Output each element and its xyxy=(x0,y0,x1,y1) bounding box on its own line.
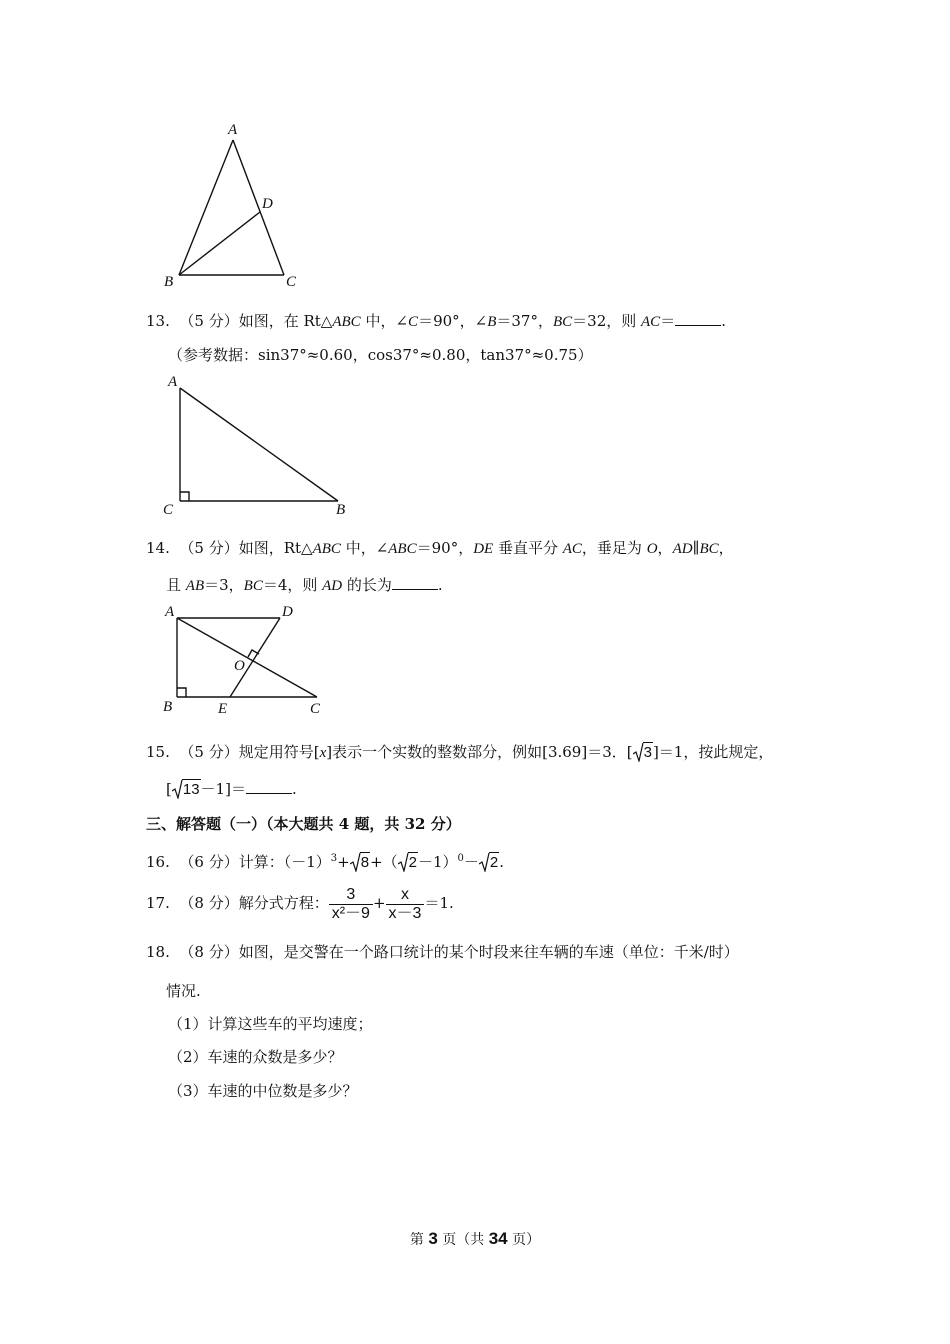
page-number: 3 xyxy=(428,1229,438,1248)
label-C: C xyxy=(286,274,297,290)
label-C: C xyxy=(310,701,321,717)
question-13: 13. （5 分）如图，在 Rt△ABC 中，∠C＝90°，∠B＝37°，BC＝32，则 AC＝ . xyxy=(146,312,726,330)
q14-number: 14. xyxy=(146,539,170,557)
fraction-2: $\frac{x}{x-3}$ xyxy=(386,886,425,923)
question-14: 14. （5 分）如图，Rt△ABC 中，∠ABC＝90°，DE 垂直平分 AC，垂足为 O，AD∥BC， xyxy=(146,539,734,557)
answer-blank xyxy=(246,779,292,794)
sqrt-2: 2 xyxy=(479,852,499,873)
label-D: D xyxy=(282,604,293,620)
answer-blank xyxy=(392,575,438,590)
label-C: C xyxy=(163,502,174,518)
fraction-1: $\frac{3}{\text{x²－9}}$ xyxy=(329,886,373,923)
q17-number: 17. xyxy=(146,894,170,912)
label-B: B xyxy=(164,274,174,290)
question-18-line2: 情况. xyxy=(166,982,201,1000)
label-O: O xyxy=(234,658,245,674)
q16-number: 16. xyxy=(146,853,170,871)
section-heading-3: 三、解答题（一）（本大题共 4 题，共 32 分） xyxy=(146,815,461,833)
q18-number: 18. xyxy=(146,943,170,961)
label-D: D xyxy=(262,196,273,212)
q13-reference-data: （参考数据：sin37°≈0.60，cos37°≈0.80，tan37°≈0.75） xyxy=(168,346,593,364)
sqrt-13: 13 xyxy=(172,779,201,800)
question-16: 16. （6 分）计算：$(-1)^3+$ 8+（ 2－1）$^0$－ 2. xyxy=(146,853,505,871)
figure-q14-triangle xyxy=(160,598,340,720)
q13-number: 13. xyxy=(146,312,170,330)
label-E: E xyxy=(218,701,228,717)
total-pages: 34 xyxy=(488,1229,508,1248)
sqrt-2: 2 xyxy=(398,852,418,873)
question-15-line2: [ 13－1]＝ . xyxy=(166,780,297,798)
q15-number: 15. xyxy=(146,743,170,761)
figure-q13-right-triangle xyxy=(160,370,360,520)
question-14-line2: 且 AB＝3，BC＝4，则 AD 的长为 . xyxy=(166,576,443,594)
sqrt-3: 3 xyxy=(633,742,653,763)
question-15: 15. （5 分）规定用符号[x]表示一个实数的整数部分，例如[3.69]＝3．[ 3]＝1，按此规定， xyxy=(146,743,774,761)
label-B: B xyxy=(163,699,173,715)
page-footer: 第 3 页（共 34 页） xyxy=(409,1229,541,1248)
q18-part-2: （2）车速的众数是多少？ xyxy=(168,1048,343,1066)
answer-blank xyxy=(675,311,721,326)
label-A: A xyxy=(228,122,238,138)
sqrt-8: 8 xyxy=(350,852,370,873)
q18-part-1: （1）计算这些车的平均速度； xyxy=(168,1015,373,1033)
question-17: 17. （8 分）解分式方程： $\frac{3}{\text{x²－9}}$ + $\frac{x}{x-3}$ ＝1. xyxy=(146,885,454,922)
label-A: A xyxy=(165,604,175,620)
label-A: A xyxy=(168,374,178,390)
label-B: B xyxy=(336,502,346,518)
q18-part-3: （3）车速的中位数是多少？ xyxy=(168,1082,358,1100)
question-18: 18. （8 分）如图，是交警在一个路口统计的某个时段来往车辆的车速（单位：千米/时） xyxy=(146,943,739,961)
figure-q12-triangle xyxy=(160,118,310,293)
